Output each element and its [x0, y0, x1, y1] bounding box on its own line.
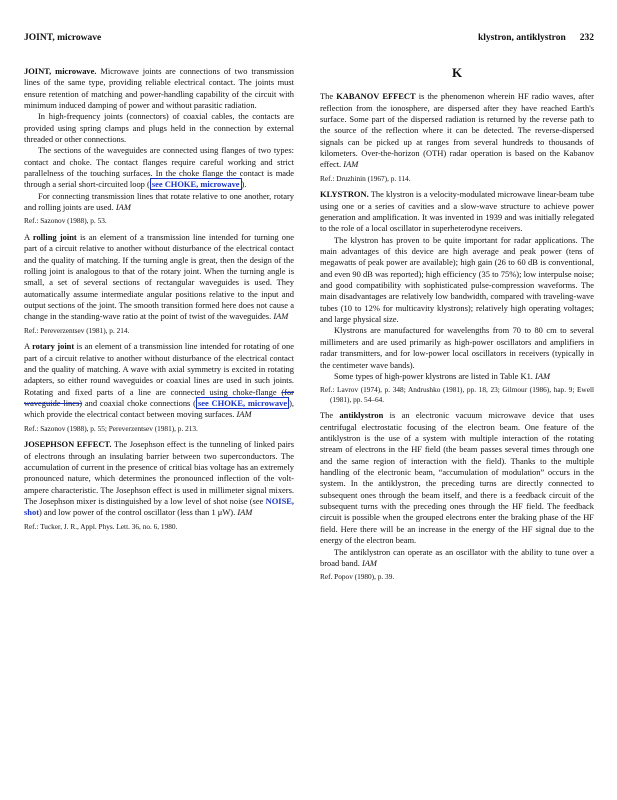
page-number: 232 [579, 33, 594, 43]
reference: Ref.: Sazonov (1988), p. 55; Pereverzentsev (1981), p. 213. [24, 423, 198, 433]
entry-text: A [24, 341, 33, 352]
entry-text: Some types of high-power klystrons are listed in Table K1. [334, 370, 533, 381]
section-letter: K [451, 65, 463, 80]
entry-term: rolling joint [32, 232, 77, 243]
author-signature: IAM [273, 311, 289, 322]
entry-term: antiklystron [339, 410, 384, 421]
entry-kabanov-effect [320, 91, 594, 183]
josephson-paragraph [24, 439, 294, 518]
reference: Ref. Popov (1980), p. 39. [320, 572, 395, 582]
reference: Ref.: Pereverzentsev (1981), p. 214. [24, 325, 130, 335]
entry-text: The antiklystron can operate as an oscillator with the ability to tune over a broad band. [320, 546, 594, 568]
reference: Ref.: Lavrov (1974), p. 348; Andrushko (1981), pp. 18, 23; Gilmour (1986), hap. 9; Ewell (1981), pp. 54–64. [320, 385, 594, 404]
klystron-paragraph-3: Klystrons are manufactured for wavelengths from 70 to 80 cm to several millimeters and are used primarily as high-power oscillators and amplifiers in radar transmitters, and for low-power local oscillators in receivers (typically in the centimeter wave bands). [320, 325, 594, 370]
entry-text: is an element of a transmission line intended for rotating of one part of a circuit relative to another without disturbance of the electrical contact and the quality of matching. A wave with axial symmetry is excited in rotating adapters, so either round waveguides or coaxial lines are used in such joints. Rotating and fixed parts of a line are connected using choke-flange [24, 341, 294, 397]
author-signature: IAM [343, 159, 359, 170]
author-signature: IAM [236, 409, 252, 420]
choke-microwave-link[interactable]: see CHOKE, microwave [197, 398, 288, 409]
running-head-left: JOINT, microwave [24, 33, 102, 43]
choke-microwave-link[interactable]: see CHOKE, microwave [151, 179, 240, 190]
entry-text: For connecting transmission lines that rotate relative to one another, rotary and rolling joints are used. [24, 190, 294, 213]
entry-term: KLYSTRON. [320, 189, 369, 200]
entry-text: is an element of a transmission line intended for turning one part of a circuit relative to another without disturbance of the electrical contact and the quality of matching. If the turning angle is great, then the design of the rolling joint is analogous to that of the rotary joint. When the turning angle is small, a set of several sections of rectangular waveguides is used. They automatically assume intermediate angular positions relative to the input and output sections of the joint. The smooth transition formed here does not cause a change in the standing-wave ratio at the point of twist of the waveguides. [24, 232, 294, 322]
kabanov-paragraph [320, 91, 594, 170]
author-signature: IAM [115, 202, 131, 213]
joint-paragraph-2: In high-frequency joints (connectors) of coaxial cables, the contacts are provided using spring clamps and plugs held in the connection by external threaded or other connections. [24, 111, 294, 145]
entry-text: ) and low power of the control oscillator (less than 1 μW). [39, 507, 236, 518]
entry-text: The [320, 410, 340, 421]
entry-term: KABANOV EFFECT [336, 91, 416, 102]
page-header [24, 33, 594, 47]
joint-paragraph-1 [24, 66, 294, 111]
entry-text: ). [241, 179, 247, 190]
entry-josephson-effect [24, 439, 294, 531]
antiklystron-paragraph-2 [320, 547, 594, 570]
author-signature: IAM [237, 507, 253, 518]
entry-text: Microwave joints are connections of two transmission lines of the same type, providing reliable electrical contact. The joints must ensure retention of matching and power-handling capability of the circuit with minimum induced damping of power and without parasitic radiation. [24, 66, 295, 111]
entry-klystron [320, 189, 594, 404]
entry-text: The [320, 91, 337, 102]
noise-shot-link[interactable]: NOISE, shot [24, 496, 294, 518]
antiklystron-paragraph-1 [320, 410, 594, 546]
entry-text: is the phenomenon wherein HF radio waves, after reflection from the ionosphere, are dispersed after they have reached Earth's surface. Some part of the dispersed radiation is returned by the reverse path to the source of the reflection where it can be detected. The reverse-dispersed signals can be picked up at ranges from several hundreds to thousands of kilometers. Over-the-horizon (OTH) radar operation is based on the Kabanov effect. [320, 91, 594, 170]
entry-rotary-joint [24, 341, 294, 433]
klystron-paragraph-1 [320, 189, 594, 234]
entry-text: The sections of the waveguides are connected using flanges of two types: contact and choke. The contact flanges require careful working and strict parallelness of the touching surfaces. In the choke flange the contact is made through a serial short-circuited loop ( [24, 145, 294, 190]
entry-term: JOINT, microwave. [24, 66, 97, 76]
entry-text: is an electronic vacuum microwave device that uses centrifugal electrostatic focusing of the electron beam. One feature of the antiklystron is the use of a system with multiple interaction of the rotating stream of electrons in the HF field (the beam passes several times through one and the same region of interaction with the field). Thanks to the multiple handling of the electronic beam, “accumulation of modulation” occurs in the system. In the antiklystron, the preceding turns are directly connected to subsequent ones through the beam itself, and there is a feedback circuit of the subsequent turns with the preceding ones through the HF field. The feedback circuit is possible when the grouped electrons enter the braking phase of the HF field. Here there will be an increase in the energy of the HF signal due to the energy of the electron beam. [320, 410, 594, 546]
entry-rolling-joint [24, 232, 294, 335]
klystron-paragraph-2: The klystron has proven to be quite important for radar applications. The main advantages of this device are high average and peak power (tens of megawatts of peak power are available); high gain (26 to 60 dB is conventional, and even 90 dB was reported); high efficiency (35 to 75%); low interpulse noise; and good compatibility with sophisticated pulse-compression waveforms. The main disadvantages are relatively low bandwidth, compared with traveling-wave tubes (10 to 12% for multicavity klystrons); relatively high operating voltages; and large physical size. [320, 234, 594, 325]
entry-text: A [24, 232, 33, 243]
author-signature: IAM [535, 370, 551, 381]
entry-text: and coaxial choke connections ( [82, 398, 196, 409]
reference: Ref.: Sazonov (1988), p. 53. [24, 216, 107, 226]
left-column [24, 66, 294, 537]
rolling-joint-paragraph [24, 232, 294, 323]
entry-antiklystron [320, 410, 594, 581]
klystron-paragraph-4 [320, 371, 594, 382]
entry-text: The Josephson effect is the tunneling of linked pairs of electrons through an insulating barrier between two superconductors. The accumulation of current in the presence of critical bias voltage has an extremely pronounced nature, which determines the pronounced inflection of the volt-ampere characteristic. The Josephson effect is used in millimeter signal mixers. The Josephson mixer is distinguished by a low level of shot noise (see [24, 439, 295, 507]
reference: Ref.: Druzhinin (1967), p. 114. [320, 173, 411, 183]
entry-term: rotary joint [32, 341, 75, 352]
rotary-joint-paragraph [24, 341, 294, 420]
entry-text: ), which provide the electrical contact between moving surfaces. [24, 398, 294, 420]
entry-joint [24, 66, 294, 226]
struck-text: (for waveguide lines) [24, 386, 294, 409]
right-column [320, 66, 594, 588]
joint-paragraph-4 [24, 191, 294, 214]
author-signature: IAM [361, 557, 377, 568]
joint-paragraph-3 [24, 145, 294, 190]
entry-term: JOSEPHSON EFFECT. [24, 439, 112, 450]
running-head-right [478, 33, 594, 43]
running-head-right-text: klystron, antiklystron [477, 33, 566, 43]
entry-text: The klystron is a velocity-modulated microwave linear-beam tube using one or a series of cavities and a slow-wave structure to achieve power generation and amplification. It was invented in 1939 and was initially relegated to the role of a local oscillator in superheterodyne receivers. [320, 189, 594, 234]
reference: Ref.: Tucker, J. R., Appl. Phys. Lett. 36, no. 6, 1980. [24, 521, 178, 531]
